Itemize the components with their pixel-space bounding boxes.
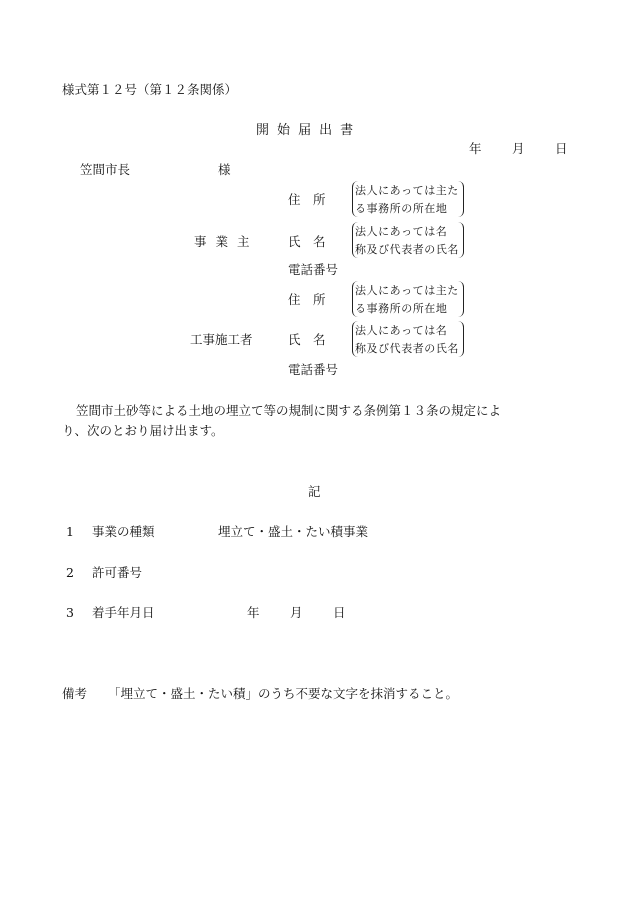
contractor-address-label: 住 所 — [288, 292, 326, 307]
owner-address-note — [352, 181, 464, 217]
contractor-phone-label: 電話番号 — [288, 362, 339, 377]
date-day: 日 — [555, 141, 568, 156]
owner-name-note-line2: 称及び代表者の氏名 — [355, 243, 459, 256]
contractor-name-note — [352, 321, 464, 357]
item-3-label: 着手年月日 — [92, 605, 155, 620]
item-2-label: 許可番号 — [92, 565, 143, 580]
owner-phone-label: 電話番号 — [288, 262, 339, 277]
page-title: 開 始 届 出 書 — [256, 123, 354, 138]
remarks-text: 「埋立て・盛土・たい積」のうち不要な文字を抹消すること。 — [108, 686, 459, 701]
contractor-name-note-line2: 称及び代表者の氏名 — [355, 342, 459, 355]
owner-address-note-line1: 法人にあっては主た — [355, 184, 459, 197]
contractor-address-note-line1: 法人にあっては主た — [355, 284, 459, 297]
item-1-number: 1 — [66, 524, 74, 539]
owner-name-note — [352, 222, 464, 258]
date-year: 年 — [469, 141, 482, 156]
body-text-line1: 笠間市土砂等による土地の埋立て等の規制に関する条例第１３条の規定によ — [76, 403, 502, 418]
contractor-name-label: 氏 名 — [288, 332, 326, 347]
addressee-name: 笠間市長 — [80, 162, 131, 177]
owner-name-label: 氏 名 — [288, 234, 326, 249]
owner-address-note-line2: る事務所の所在地 — [355, 202, 448, 215]
contractor-name-note-line1: 法人にあっては名 — [355, 324, 448, 337]
contractor-address-note-line2: る事務所の所在地 — [355, 302, 448, 315]
date-month: 月 — [512, 141, 525, 156]
owner-address-label: 住 所 — [288, 192, 326, 207]
start-date-month: 月 — [290, 605, 303, 620]
contractor-label: 工事施工者 — [190, 332, 253, 347]
start-date-day: 日 — [333, 605, 346, 620]
contractor-address-note — [352, 281, 464, 317]
remarks-label: 備考 — [62, 686, 88, 701]
business-owner-label: 事 業 主 — [194, 234, 252, 249]
item-1-value: 埋立て・盛土・たい積事業 — [218, 524, 369, 539]
start-date-year: 年 — [247, 605, 260, 620]
ki-heading: 記 — [308, 484, 321, 499]
owner-name-note-line1: 法人にあっては名 — [355, 225, 448, 238]
item-2-number: 2 — [66, 565, 74, 580]
form-number: 様式第１２号（第１２条関係） — [62, 82, 238, 97]
addressee-honorific: 様 — [218, 162, 231, 177]
item-1-label: 事業の種類 — [92, 524, 155, 539]
item-3-number: 3 — [66, 605, 74, 620]
body-text-line2: り、次のとおり届け出ます。 — [62, 423, 224, 438]
